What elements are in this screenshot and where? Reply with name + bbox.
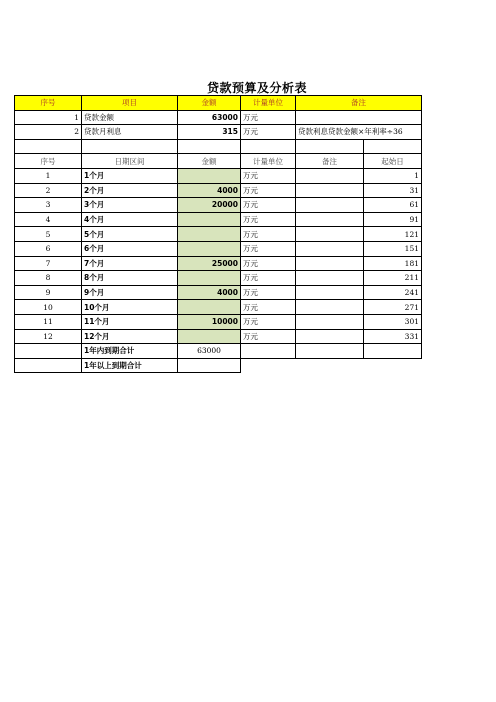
row-start-day[interactable]: 181 <box>364 256 422 271</box>
row-seq[interactable]: 6 <box>15 241 82 256</box>
row-period[interactable]: 6个月 <box>82 241 178 256</box>
month-row <box>15 300 422 315</box>
empty-cell[interactable] <box>178 139 241 154</box>
row-period[interactable]: 9个月 <box>82 285 178 300</box>
month-row <box>15 183 422 198</box>
row-seq[interactable]: 7 <box>15 256 82 271</box>
row-seq[interactable]: 11 <box>15 314 82 329</box>
row-seq[interactable]: 2 <box>15 183 82 198</box>
row-amount[interactable] <box>178 227 241 242</box>
sub-header-start-day[interactable]: 起始日 <box>364 154 422 169</box>
row-amount[interactable]: 25000 <box>178 256 241 271</box>
row-start-day[interactable]: 331 <box>364 329 422 344</box>
row-amount[interactable]: 10000 <box>178 314 241 329</box>
summary-note[interactable] <box>296 110 422 125</box>
summary-note[interactable]: 贷款利息贷款金额×年利率÷36 <box>296 125 422 140</box>
month-row <box>15 314 422 329</box>
empty-cell[interactable] <box>15 344 82 359</box>
row-period[interactable]: 1个月 <box>82 168 178 183</box>
row-seq[interactable]: 1 <box>15 168 82 183</box>
row-amount[interactable]: 4000 <box>178 183 241 198</box>
row-amount[interactable] <box>178 168 241 183</box>
row-note[interactable] <box>296 183 364 198</box>
summary-row-loan-amount <box>15 110 422 125</box>
sub-header-note[interactable]: 备注 <box>296 154 364 169</box>
row-seq[interactable]: 9 <box>15 285 82 300</box>
summary-seq[interactable]: 1 <box>15 110 82 125</box>
empty-cell[interactable] <box>82 139 178 154</box>
row-start-day[interactable]: 271 <box>364 300 422 315</box>
row-note[interactable] <box>296 271 364 286</box>
header-seq[interactable]: 序号 <box>15 96 82 111</box>
month-row <box>15 227 422 242</box>
row-note[interactable] <box>296 212 364 227</box>
empty-cell[interactable] <box>15 358 82 373</box>
row-note[interactable] <box>296 227 364 242</box>
row-start-day[interactable]: 91 <box>364 212 422 227</box>
row-amount[interactable] <box>178 300 241 315</box>
row-note[interactable] <box>296 300 364 315</box>
sheet-title: 贷款预算及分析表 <box>206 81 307 95</box>
row-note[interactable] <box>296 198 364 213</box>
row-unit[interactable]: 万元 <box>241 300 296 315</box>
total-label[interactable]: 1年内到期合计 <box>82 344 178 359</box>
summary-item[interactable]: 贷款金额 <box>82 110 178 125</box>
row-seq[interactable]: 10 <box>15 300 82 315</box>
summary-amount[interactable]: 63000 <box>178 110 241 125</box>
month-row <box>15 241 422 256</box>
row-seq[interactable]: 5 <box>15 227 82 242</box>
summary-seq[interactable]: 2 <box>15 125 82 140</box>
month-row <box>15 256 422 271</box>
row-period[interactable]: 2个月 <box>82 183 178 198</box>
header-row <box>15 96 422 111</box>
row-seq[interactable]: 3 <box>15 198 82 213</box>
blank-cell <box>296 358 364 373</box>
row-seq[interactable]: 12 <box>15 329 82 344</box>
empty-cell[interactable] <box>296 139 364 154</box>
row-period[interactable]: 10个月 <box>82 300 178 315</box>
summary-item[interactable]: 贷款月利息 <box>82 125 178 140</box>
sub-header-period[interactable]: 日期区间 <box>82 154 178 169</box>
row-unit[interactable]: 万元 <box>241 212 296 227</box>
row-start-day[interactable]: 301 <box>364 314 422 329</box>
header-note[interactable]: 备注 <box>296 96 422 111</box>
row-note[interactable] <box>296 241 364 256</box>
row-note[interactable] <box>296 168 364 183</box>
total-amount[interactable] <box>178 358 241 373</box>
header-unit[interactable]: 计量单位 <box>241 96 296 111</box>
total-amount[interactable]: 63000 <box>178 344 241 359</box>
total-row-within-year <box>15 344 422 359</box>
row-start-day[interactable]: 151 <box>364 241 422 256</box>
row-unit[interactable]: 万元 <box>241 241 296 256</box>
sub-header-unit[interactable]: 计量单位 <box>241 154 296 169</box>
row-amount[interactable]: 20000 <box>178 198 241 213</box>
row-period[interactable]: 11个月 <box>82 314 178 329</box>
spacer-row <box>15 139 422 154</box>
row-unit[interactable]: 万元 <box>241 271 296 286</box>
row-unit[interactable]: 万元 <box>241 314 296 329</box>
row-start-day[interactable]: 61 <box>364 198 422 213</box>
row-start-day[interactable]: 1 <box>364 168 422 183</box>
empty-cell[interactable] <box>241 344 296 359</box>
row-amount[interactable] <box>178 241 241 256</box>
row-amount[interactable] <box>178 271 241 286</box>
row-start-day[interactable]: 211 <box>364 271 422 286</box>
row-note[interactable] <box>296 256 364 271</box>
row-unit[interactable]: 万元 <box>241 256 296 271</box>
sub-header-row <box>15 154 422 169</box>
empty-cell[interactable] <box>364 344 422 359</box>
empty-cell[interactable] <box>364 139 422 154</box>
month-row <box>15 271 422 286</box>
empty-cell[interactable] <box>296 344 364 359</box>
summary-row-monthly-interest <box>15 125 422 140</box>
blank-cell <box>364 358 422 373</box>
row-amount[interactable] <box>178 329 241 344</box>
row-note[interactable] <box>296 285 364 300</box>
row-seq[interactable]: 4 <box>15 212 82 227</box>
row-seq[interactable]: 8 <box>15 271 82 286</box>
sub-header-seq[interactable]: 序号 <box>15 154 82 169</box>
row-note[interactable] <box>296 329 364 344</box>
row-period[interactable]: 3个月 <box>82 198 178 213</box>
row-period[interactable]: 12个月 <box>82 329 178 344</box>
header-item[interactable]: 项目 <box>82 96 178 111</box>
row-period[interactable]: 8个月 <box>82 271 178 286</box>
row-period[interactable]: 5个月 <box>82 227 178 242</box>
blank-cell <box>241 358 296 373</box>
month-row <box>15 285 422 300</box>
monthly-rows <box>15 168 422 343</box>
row-period[interactable]: 7个月 <box>82 256 178 271</box>
summary-unit[interactable]: 万元 <box>241 125 296 140</box>
total-label[interactable]: 1年以上到期合计 <box>82 358 178 373</box>
row-unit[interactable]: 万元 <box>241 183 296 198</box>
month-row <box>15 212 422 227</box>
header-amount[interactable]: 金额 <box>178 96 241 111</box>
row-unit[interactable]: 万元 <box>241 168 296 183</box>
budget-table <box>14 95 422 373</box>
row-note[interactable] <box>296 314 364 329</box>
summary-unit[interactable]: 万元 <box>241 110 296 125</box>
row-unit[interactable]: 万元 <box>241 285 296 300</box>
row-amount[interactable]: 4000 <box>178 285 241 300</box>
row-period[interactable]: 4个月 <box>82 212 178 227</box>
sub-header-amount[interactable]: 金额 <box>178 154 241 169</box>
total-row-beyond-year <box>15 358 422 373</box>
row-unit[interactable]: 万元 <box>241 198 296 213</box>
month-row <box>15 329 422 344</box>
row-start-day[interactable]: 121 <box>364 227 422 242</box>
row-start-day[interactable]: 31 <box>364 183 422 198</box>
summary-amount[interactable]: 315 <box>178 125 241 140</box>
empty-cell[interactable] <box>15 139 82 154</box>
row-start-day[interactable]: 241 <box>364 285 422 300</box>
row-unit[interactable]: 万元 <box>241 227 296 242</box>
month-row <box>15 168 422 183</box>
row-unit[interactable]: 万元 <box>241 329 296 344</box>
row-amount[interactable] <box>178 212 241 227</box>
month-row <box>15 198 422 213</box>
empty-cell[interactable] <box>241 139 296 154</box>
